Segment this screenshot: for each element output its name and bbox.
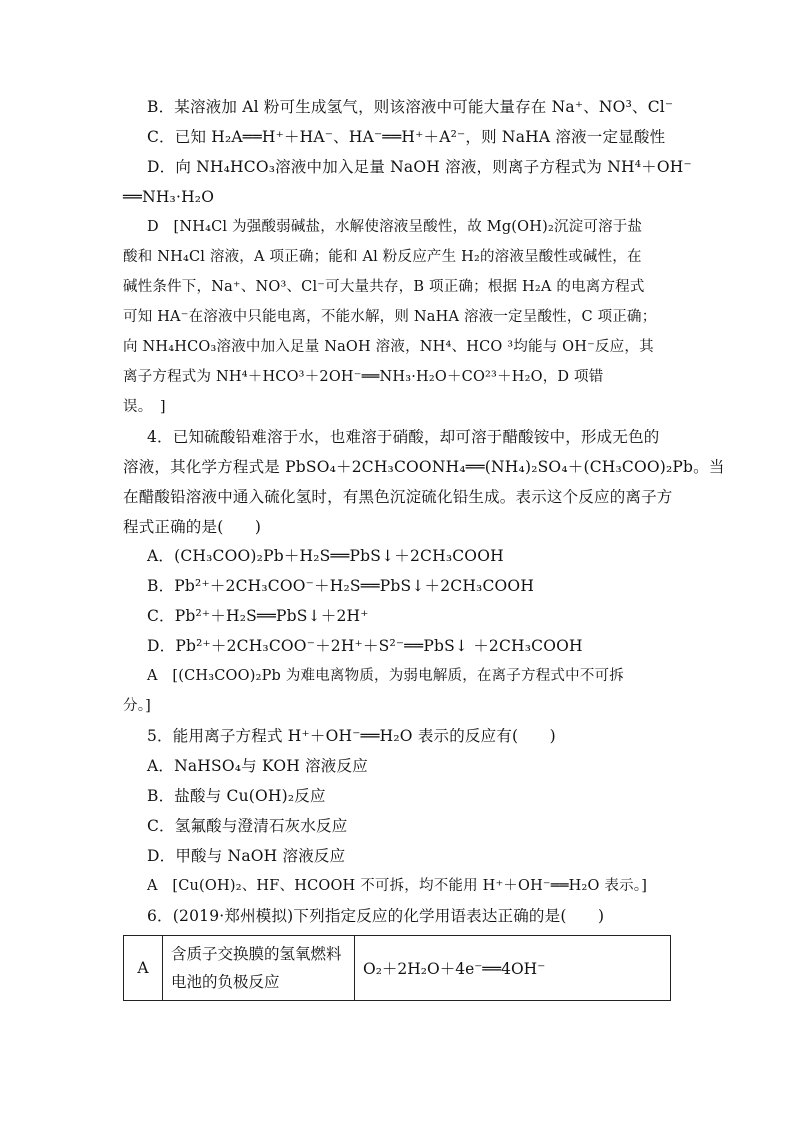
option-d-continuation: ══NH₃·H₂O (123, 188, 215, 206)
question-6-options-table (123, 935, 671, 1001)
answer-explanation-line: 酸和 NH₄Cl 溶液，A 项正确；能和 Al 粉反应产生 H₂的溶液呈酸性或碱性，在 (123, 249, 642, 265)
question-5-option-a: A．NaHSO₄与 KOH 溶液反应 (147, 757, 368, 775)
answer-explanation-line: 碱性条件下，Na⁺、NO³、Cl⁻可大量共存，B 项正确；根据 H₂A 的电离方程式 (123, 279, 645, 295)
option-description-line: 电池的负极反应 (171, 973, 280, 991)
question-6-stem: 6．(2019·郑州模拟)下列指定反应的化学用语表达正确的是( ) (147, 907, 605, 925)
option-c-line: C．已知 H₂A══H⁺＋HA⁻、HA⁻══H⁺＋A²⁻，则 NaHA 溶液一定显酸性 (147, 128, 666, 146)
answer-explanation-line: 可知 HA⁻在溶液中只能电离，不能水解，则 NaHA 溶液一定呈酸性，C 项正确； (123, 309, 657, 325)
question-4-stem: 4．已知硫酸铅难溶于水，也难溶于硝酸，却可溶于醋酸铵中，形成无色的 (147, 428, 660, 446)
question-4-option-c: C．Pb²⁺＋H₂S══PbS↓＋2H⁺ (147, 607, 369, 625)
answer-explanation-line: 离子方程式为 NH⁴＋HCO³＋2OH⁻══NH₃·H₂O＋CO²³＋H₂O，D 项错 (123, 369, 604, 385)
question-4-stem: 在醋酸铅溶液中通入硫化氢时，有黑色沉淀硫化铅生成。表示这个反应的离子方 (123, 488, 673, 506)
question-5-stem: 5．能用离子方程式 H⁺＋OH⁻══H₂O 表示的反应有( ) (147, 727, 556, 745)
question-5-option-b: B．盐酸与 Cu(OH)₂反应 (147, 787, 326, 805)
question-5-option-c: C．氢氟酸与澄清石灰水反应 (147, 817, 348, 835)
option-description (163, 936, 355, 1001)
question-4-stem: 程式正确的是( ) (123, 518, 262, 536)
question-5-answer: A [Cu(OH)₂、HF、HCOOH 不可拆，均不能用 H⁺＋OH⁻══H₂O 表示。] (147, 878, 648, 894)
answer-explanation-line: D [NH₄Cl 为强酸弱碱盐，水解使溶液呈酸性，故 Mg(OH)₂沉淀可溶于盐 (147, 219, 643, 235)
option-description-line: 含质子交换膜的氢氧燃料 (171, 945, 342, 963)
table-row (124, 936, 671, 1001)
question-4-answer: 分。] (123, 698, 152, 714)
answer-explanation-line: 向 NH₄HCO₃溶液中加入足量 NaOH 溶液，NH⁴、HCO ³均能与 OH⁻反应，其 (123, 339, 654, 355)
question-4-stem: 溶液，其化学方程式是 PbSO₄＋2CH₃COONH₄══(NH₄)₂SO₄＋(CH₃COO)₂Pb。当 (123, 458, 725, 476)
question-4-option-a: A．(CH₃COO)₂Pb＋H₂S══PbS↓＋2CH₃COOH (147, 547, 504, 565)
option-b-line: B．某溶液加 Al 粉可生成氢气，则该溶液中可能大量存在 Na⁺、NO³、Cl⁻ (147, 98, 674, 116)
question-4-option-d: D．Pb²⁺＋2CH₃COO⁻＋2H⁺＋S²⁻══PbS↓ ＋2CH₃COOH (147, 637, 583, 655)
option-formula: O₂＋2H₂O＋4e⁻══4OH⁻ (355, 936, 671, 1001)
option-letter: A (124, 936, 163, 1001)
option-d-line: D．向 NH₄HCO₃溶液中加入足量 NaOH 溶液，则离子方程式为 NH⁴＋OH⁻ (147, 158, 692, 176)
question-4-option-b: B．Pb²⁺＋2CH₃COO⁻＋H₂S══PbS↓＋2CH₃COOH (147, 577, 535, 595)
question-5-option-d: D．甲酸与 NaOH 溶液反应 (147, 847, 346, 865)
question-4-answer: A [(CH₃COO)₂Pb 为难电离物质，为弱电解质，在离子方程式中不可拆 (147, 668, 624, 684)
answer-explanation-line: 误。 ] (123, 399, 166, 415)
